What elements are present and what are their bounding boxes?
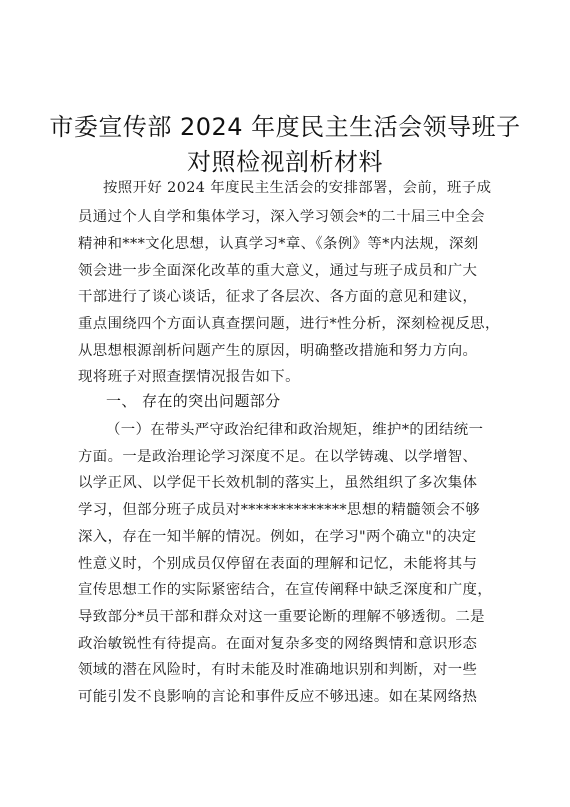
body-line-8: 现将班子对照查摆情况报告如下。	[78, 369, 300, 385]
body-line-5: 干部进行了谈心谈话，征求了各层次、各方面的意见和建议，	[78, 289, 478, 305]
body-line-15: 性意义时，个别成员仅停留在表面的理解和记忆，未能将其与	[78, 556, 478, 572]
body-line-16: 宣传思想工作的实际紧密结合，在宣传阐释中缺乏深度和广度，	[78, 582, 493, 598]
document-title-line-2: 对照检视剖析材料	[187, 148, 383, 176]
body-line-7: 从思想根源剖析问题产生的原因，明确整改措施和努力方向。	[78, 343, 478, 359]
body-line-19: 领域的潜在风险时，有时未能及时准确地识别和判断，对一些	[78, 662, 478, 678]
body-line-3: 精神和***文化思想，认真学习*章、《条例》等*内法规，深刻	[78, 236, 479, 252]
section-heading: 一、 存在的突出问题部分	[106, 392, 281, 410]
body-line-13: 学习，但部分班子成员对**************思想的精髓领会不够	[78, 502, 481, 518]
body-line-12: 以学正风、以学促干长效机制的落实上，虽然组织了多次集体	[78, 475, 478, 491]
document-title-line-1: 市委宣传部 2024 年度民主生活会领导班子	[49, 113, 521, 141]
body-line-17: 导致部分*员干部和群众对这一重要论断的理解不够透彻。二是	[78, 609, 485, 625]
body-line-1: 按照开好 2024 年度民主生活会的安排部署，会前，班子成	[103, 180, 492, 196]
body-line-14: 深入，存在一知半解的情况。例如，在学习"两个确立"的决定	[78, 529, 477, 545]
body-line-18: 政治敏锐性有待提高。在面对复杂多变的网络舆情和意识形态	[78, 636, 478, 652]
body-line-4: 领会进一步全面深化改革的重大意义，通过与班子成员和广大	[78, 263, 478, 279]
body-line-10: （一）在带头严守政治纪律和政治规矩，维护*的团结统一	[106, 422, 484, 438]
body-line-11: 方面。一是政治理论学习深度不足。在以学铸魂、以学增智、	[78, 449, 478, 465]
body-line-20: 可能引发不良影响的言论和事件反应不够迅速。如在某网络热	[78, 689, 478, 705]
body-line-6: 重点围绕四个方面认真查摆问题，进行*性分析，深刻检视反思，	[78, 316, 500, 332]
body-line-2: 员通过个人自学和集体学习，深入学习领会*的二十届三中全会	[78, 209, 485, 225]
